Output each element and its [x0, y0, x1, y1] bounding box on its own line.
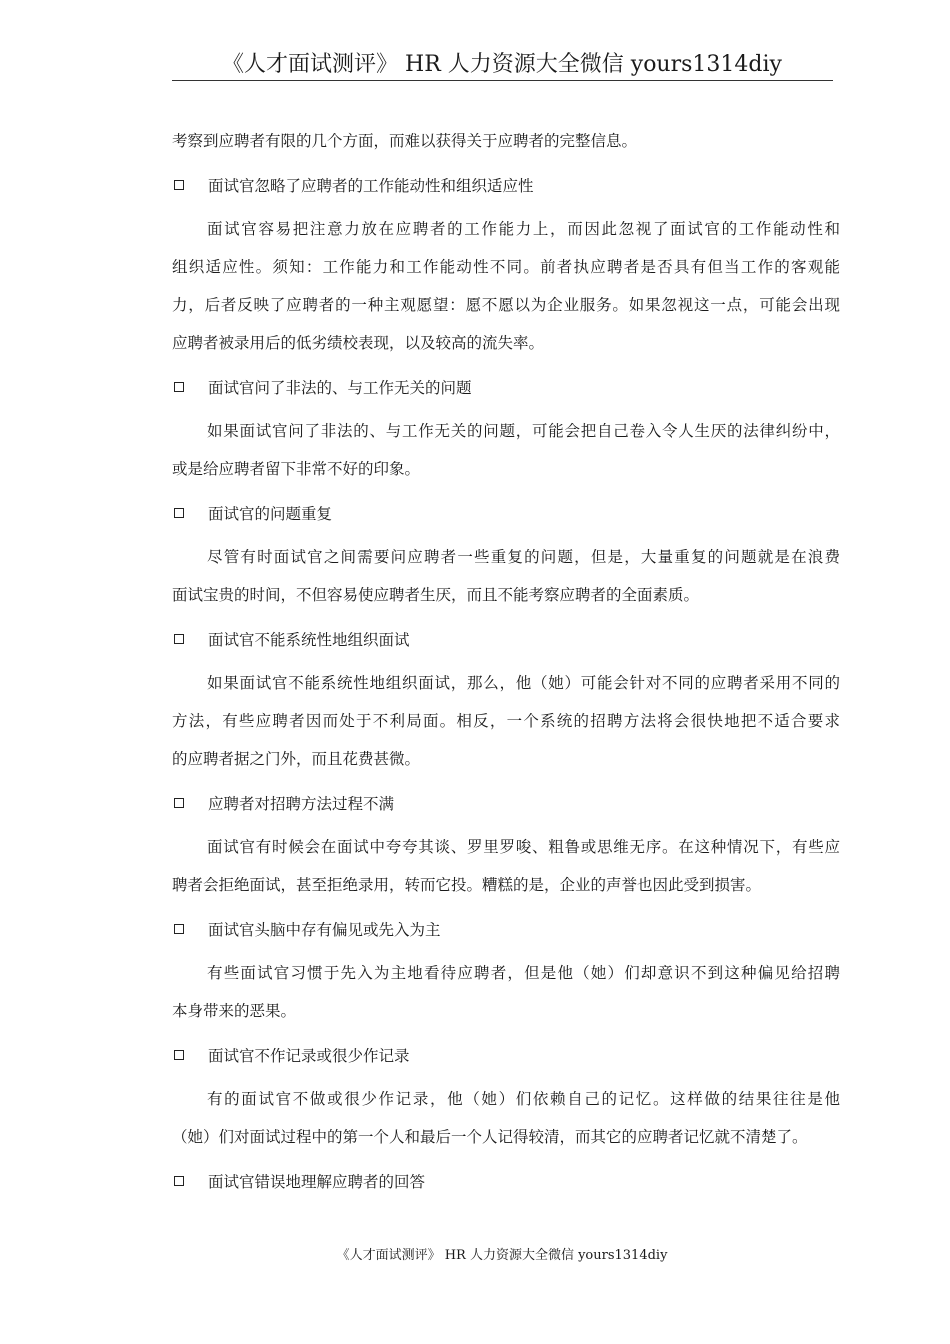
section-heading — [172, 784, 840, 822]
section-heading — [172, 494, 840, 532]
square-bullet-icon — [174, 1176, 184, 1186]
section-heading — [172, 1162, 840, 1200]
square-bullet-icon — [174, 180, 184, 190]
paragraph-line: 聘者会拒绝面试，甚至拒绝录用，转而它投。糟糕的是，企业的声誉也因此受到损害。 — [172, 876, 762, 894]
square-bullet-icon — [174, 634, 184, 644]
square-bullet-icon — [174, 382, 184, 392]
paragraph-line: 或是给应聘者留下非常不好的印象。 — [172, 460, 421, 478]
paragraph-line: （她）们对面试过程中的第一个人和最后一个人记得较清，而其它的应聘者记忆就不清楚了。 — [172, 1128, 808, 1146]
square-bullet-icon — [174, 508, 184, 518]
section-heading — [172, 166, 840, 204]
paragraph-line: 面试官有时候会在面试中夸夸其谈、罗里罗唆、粗鲁或思维无序。在这种情况下，有些应 — [207, 838, 840, 856]
section-heading-text: 面试官问了非法的、与工作无关的问题 — [208, 379, 472, 397]
section-heading — [172, 620, 840, 658]
paragraph-line: 的应聘者据之门外，而且花费甚微。 — [172, 750, 421, 768]
paragraph-line: 有些面试官习惯于先入为主地看待应聘者，但是他（她）们却意识不到这种偏见给招聘 — [207, 964, 840, 982]
paragraph-line: 如果面试官问了非法的、与工作无关的问题，可能会把自己卷入令人生厌的法律纠纷中， — [207, 422, 840, 440]
page-header: 《人才面试测评》 HR 人力资源大全微信 yours1314diy — [222, 52, 782, 77]
section-heading-text: 面试官不能系统性地组织面试 — [208, 631, 410, 649]
section-heading — [172, 910, 840, 948]
paragraph-line: 面试宝贵的时间，不但容易使应聘者生厌，而且不能考察应聘者的全面素质。 — [172, 586, 700, 604]
paragraph-line: 尽管有时面试官之间需要问应聘者一些重复的问题，但是，大量重复的问题就是在浪费 — [207, 548, 840, 566]
section-heading — [172, 368, 840, 406]
section-heading — [172, 1036, 840, 1074]
section-heading-text: 面试官不作记录或很少作记录 — [208, 1047, 410, 1065]
paragraph-line: 应聘者被录用后的低劣绩校表现，以及较高的流失率。 — [172, 334, 545, 352]
page-footer: 《人才面试测评》 HR 人力资源大全微信 yours1314diy — [336, 1248, 668, 1263]
document-body — [172, 122, 840, 1200]
square-bullet-icon — [174, 1050, 184, 1060]
paragraph-line: 组织适应性。须知：工作能力和工作能动性不同。前者执应聘者是否具有但当工作的客观能 — [172, 258, 840, 276]
paragraph-line: 如果面试官不能系统性地组织面试，那么，他（她）可能会针对不同的应聘者采用不同的 — [207, 674, 840, 692]
section-heading-text: 面试官错误地理解应聘者的回答 — [208, 1173, 426, 1191]
square-bullet-icon — [174, 798, 184, 808]
paragraph-line: 面试官容易把注意力放在应聘者的工作能力上，而因此忽视了面试官的工作能动性和 — [207, 220, 840, 238]
section-heading-text: 应聘者对招聘方法过程不满 — [208, 795, 395, 813]
paragraph-line: 考察到应聘者有限的几个方面，而难以获得关于应聘者的完整信息。 — [172, 132, 638, 150]
paragraph-line: 力，后者反映了应聘者的一种主观愿望：愿不愿以为企业服务。如果忽视这一点，可能会出现 — [172, 296, 840, 314]
paragraph-line: 本身带来的恶果。 — [172, 1002, 297, 1020]
section-heading-text: 面试官头脑中存有偏见或先入为主 — [208, 921, 441, 939]
paragraph-line: 方法，有些应聘者因而处于不利局面。相反，一个系统的招聘方法将会很快地把不适合要求 — [172, 712, 840, 730]
section-heading-text: 面试官的问题重复 — [208, 505, 333, 523]
section-heading-text: 面试官忽略了应聘者的工作能动性和组织适应性 — [208, 177, 534, 195]
square-bullet-icon — [174, 924, 184, 934]
header-rule — [172, 80, 833, 81]
paragraph-line: 有的面试官不做或很少作记录，他（她）们依赖自己的记忆。这样做的结果往往是他 — [207, 1090, 840, 1108]
